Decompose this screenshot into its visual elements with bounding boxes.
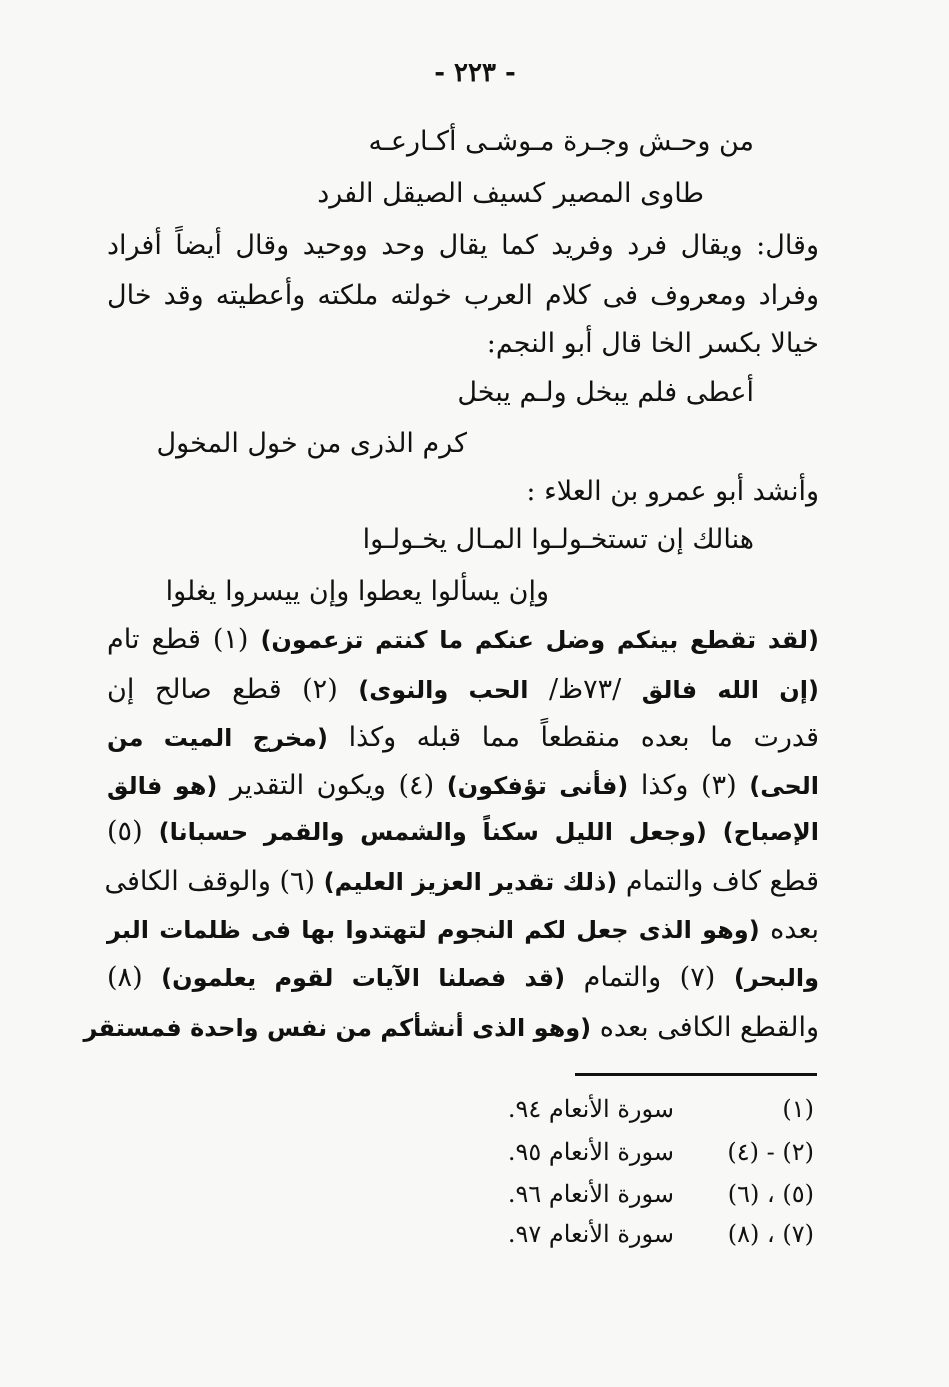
text-line-12 [107, 670, 819, 710]
quran-quote: (مخرج الميت من [107, 724, 328, 752]
quran-quote: الحى) [749, 772, 820, 800]
quran-quote: (هو فالق [107, 772, 218, 800]
footnote-text: سورة الأنعام ٩٧. [507, 1220, 674, 1248]
text-segment: (٢) قطع صالح إن [107, 674, 338, 705]
text-line-17 [107, 910, 819, 950]
text-segment: بعده [770, 914, 819, 945]
text-line-13 [107, 718, 819, 758]
quran-quote: والبحر) [733, 964, 819, 992]
verse-line-6: أعطى فلم يبخل ولـم يبخل [457, 377, 754, 408]
page-number: - ٢٢٣ - [434, 58, 516, 88]
quran-quote: (قد فصلنا الآيات لقوم يعلمون) [161, 964, 566, 992]
quran-quote: (لقد تقطع بينكم وضل عنكم ما كنتم تزعمون) [260, 626, 819, 654]
text-line-3: وقال: ويقال فرد وفريد كما يقال وحد ووحيد وقال أيضاً أفراد [107, 230, 819, 261]
text-segment: (٨) [107, 962, 143, 993]
footnote-divider [575, 1073, 817, 1076]
footnote-number: (٥) ، (٦) [727, 1180, 814, 1208]
text-line-19 [83, 1008, 819, 1048]
footnote-text: سورة الأنعام ٩٦. [507, 1180, 674, 1208]
text-line-4: وفراد ومعروف فى كلام العرب خولته ملكته وأعطيته وقد خال [107, 280, 819, 311]
text-segment: (٣) وكذا [640, 770, 737, 801]
text-segment: قدرت ما بعده منقطعاً مما قبله وكذا [348, 722, 819, 753]
footnote-text: سورة الأنعام ٩٤. [507, 1095, 674, 1123]
footnote-text: سورة الأنعام ٩٥. [507, 1138, 674, 1166]
text-line-8: وأنشد أبو عمرو بن العلاء : [526, 476, 819, 507]
quran-quote: (ذلك تقدير العزيز العليم) [323, 868, 618, 896]
quran-quote: (إن الله فالق [641, 676, 819, 704]
text-line-18 [107, 958, 819, 998]
text-line-16 [104, 862, 819, 902]
verse-line-2: طاوى المصير كسيف الصيقل الفرد [317, 178, 704, 209]
text-segment: (١) قطع تام [107, 624, 249, 655]
text-segment: (٧) والتمام [583, 962, 716, 993]
manuscript-folio-mark: /٧٣ظ/ [549, 674, 622, 705]
verse-line-7: كرم الذرى من خول المخول [156, 428, 467, 459]
text-segment: (٤) ويكون التقدير [229, 770, 435, 801]
text-line-15 [107, 812, 819, 852]
text-segment: والقطع الكافى بعده [599, 1012, 819, 1043]
quran-quote: الإصباح) (وجعل الليل سكناً والشمس والقمر حسبانا) [158, 818, 819, 846]
text-line-11 [107, 620, 819, 660]
text-segment: (٦) والوقف الكافى [104, 866, 316, 897]
text-segment: قطع كاف والتمام [625, 866, 819, 897]
verse-line-1: من وحـش وجـرة مـوشـى أكـارعـه [368, 126, 754, 157]
quran-quote: (فأنى تؤفكون) [446, 772, 629, 800]
text-segment: (٥) [107, 816, 143, 847]
footnote-number: (٢) - (٤) [727, 1138, 814, 1166]
text-line-14 [107, 766, 819, 806]
verse-line-9: هنالك إن تستخـولـوا المـال يخـولـوا [362, 524, 754, 555]
footnote-number: (٧) ، (٨) [727, 1220, 814, 1248]
quran-quote: (وهو الذى أنشأكم من نفس واحدة فمستقر [83, 1014, 592, 1042]
quran-quote: (وهو الذى جعل لكم النجوم لتهتدوا بها فى ظلمات البر [107, 916, 760, 944]
footnote-number: (١) [782, 1095, 814, 1123]
verse-line-10: وإن يسألوا يعطوا وإن ييسروا يغلوا [165, 576, 549, 607]
text-line-5: خيالا بكسر الخا قال أبو النجم: [486, 328, 819, 359]
quran-quote: الحب والنوى) [358, 676, 529, 704]
